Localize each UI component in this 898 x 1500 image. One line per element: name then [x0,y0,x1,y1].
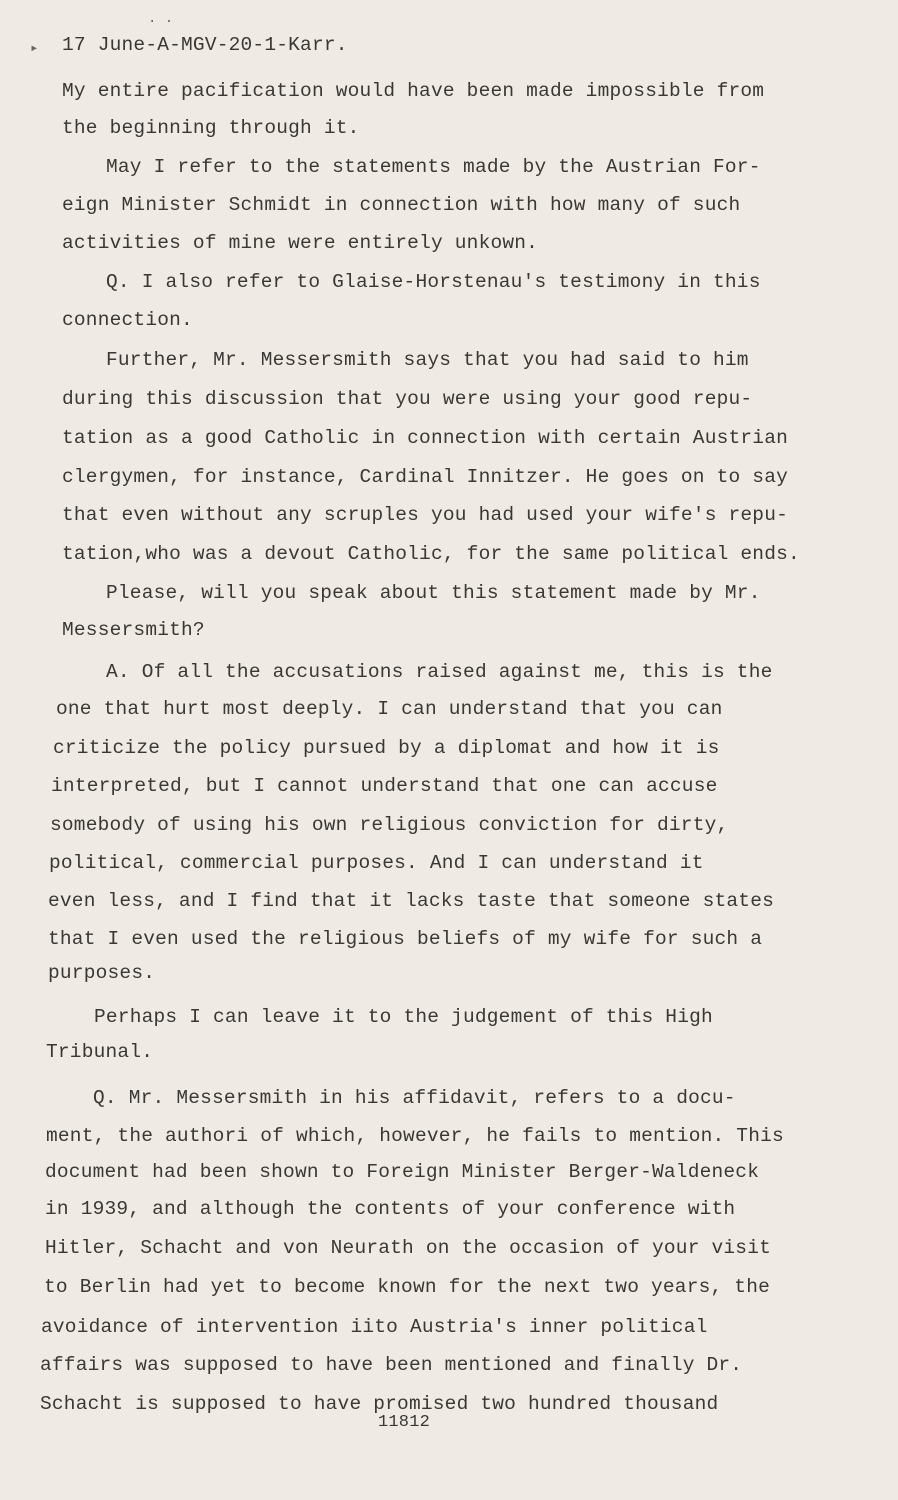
text-line: Further, Mr. Messersmith says that you had said to him [106,349,749,371]
text-line: during this discussion that you were using your good repu- [62,388,753,410]
text-line: the beginning through it. [62,117,360,139]
text-line: Messersmith? [62,619,205,641]
text-line: activities of mine were entirely unkown. [62,232,539,254]
text-line: Hitler, Schacht and von Neurath on the occasion of your visit [45,1237,772,1259]
text-line: Perhaps I can leave it to the judgement of this High [94,1006,713,1028]
text-line: in 1939, and although the contents of your conference with [45,1198,736,1220]
text-line: document had been shown to Foreign Minister Berger-Waldeneck [45,1161,760,1183]
text-line: connection. [62,309,193,331]
text-line: somebody of using his own religious conviction for dirty, [50,814,729,836]
text-line: clergymen, for instance, Cardinal Innitzer. He goes on to say [62,466,789,488]
text-line: that even without any scruples you had used your wife's repu- [62,504,789,526]
text-line: ment, the authori of which, however, he fails to mention. This [46,1125,784,1147]
page-header: 17 June-A-MGV-20-1-Karr. [62,34,348,56]
text-line: Q. I also refer to Glaise-Horstenau's testimony in this [106,271,761,293]
text-line: one that hurt most deeply. I can understand that you can [56,698,723,720]
text-line: that I even used the religious beliefs of my wife for such a [48,928,763,950]
text-line: Q. Mr. Messersmith in his affidavit, refers to a docu- [93,1087,736,1109]
text-line: May I refer to the statements made by the Austrian For- [106,156,761,178]
text-line: even less, and I find that it lacks taste that someone states [48,890,775,912]
text-line: A. Of all the accusations raised against me, this is the [106,661,773,683]
text-line: affairs was supposed to have been mentioned and finally Dr. [40,1354,743,1376]
text-line: Please, will you speak about this statement made by Mr. [106,582,761,604]
text-line: avoidance of intervention iito Austria's inner political [41,1316,708,1338]
text-line: Tribunal. [46,1041,154,1063]
page-number: 11812 [378,1413,431,1432]
text-line: tation as a good Catholic in connection with certain Austrian [62,427,789,449]
text-line: Schacht is supposed to have promised two hundred thousand [40,1393,719,1415]
text-line: political, commercial purposes. And I can understand it [49,852,704,874]
text-line: criticize the policy pursued by a diplomat and how it is [53,737,720,759]
stray-mark: · · [148,14,174,30]
text-line: to Berlin had yet to become known for the next two years, the [44,1276,771,1298]
text-line: My entire pacification would have been made impossible from [62,80,765,102]
margin-mark: ▸ [30,41,39,57]
text-line: eign Minister Schmidt in connection with how many of such [62,194,741,216]
text-line: tation,who was a devout Catholic, for the same political ends. [62,543,800,565]
text-line: interpreted, but I cannot understand that one can accuse [51,775,718,797]
text-line: purposes. [48,962,156,984]
